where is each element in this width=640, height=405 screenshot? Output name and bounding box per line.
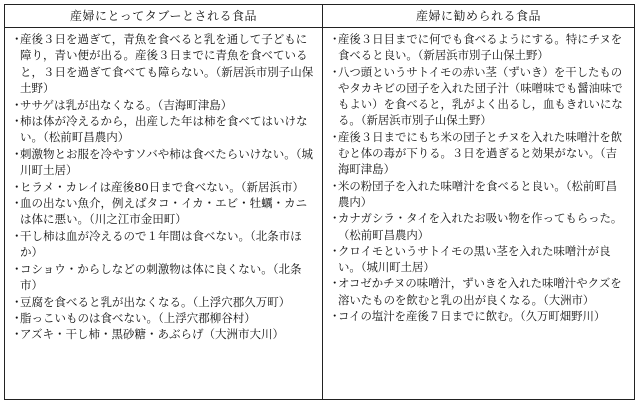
item-text: 産後３日目までに何でも食べるようにする。特にチヌを食べると良い。（新居浜市別子山保土野）: [338, 32, 623, 63]
list-item: [11, 310, 316, 326]
list-item: [11, 326, 316, 342]
bullet: ・: [329, 309, 341, 324]
taboo-foods-list: [5, 28, 322, 343]
food-table: [4, 4, 635, 400]
list-item: [11, 195, 316, 228]
list-item: [11, 31, 316, 97]
list-item: [11, 294, 316, 310]
bullet: ・: [329, 129, 341, 144]
list-item: [329, 129, 628, 178]
bullet: ・: [11, 97, 23, 112]
list-item: [11, 97, 316, 113]
list-item: [329, 178, 628, 211]
bullet: ・: [329, 178, 341, 193]
item-text: 産後３日を過ぎて，青魚を食べると乳を通して子どもに障り，青い便が出る。産後３日までに青魚を食べていると，３日を過ぎて食べても障らない。（新居浜市別子山保土野）: [20, 32, 314, 96]
list-item: [11, 179, 316, 195]
taboo-foods-column: [5, 5, 323, 399]
item-text: 干し柿は血が冷えるので１年間は食べない。（北条市ほか）: [20, 228, 302, 260]
bullet: ・: [329, 211, 341, 226]
item-text: 豆腐を食べると乳が出なくなる。（上浮穴郡久万町）: [20, 294, 291, 309]
bullet: ・: [11, 310, 23, 325]
item-text: 脂っこいものは食べない。（上浮穴郡柳谷村）: [20, 310, 256, 325]
recommended-foods-column: [323, 5, 634, 399]
item-text: コイの塩汁を産後７日までに飲む。（久万町畑野川）: [338, 309, 606, 324]
list-item: [11, 228, 316, 261]
bullet: ・: [11, 261, 23, 276]
list-item: [329, 31, 628, 64]
item-text: ササゲは乳が出なくなる。（吉海町津島）: [20, 97, 233, 112]
item-text: コショウ・からしなどの刺激物は体に良くない。（北条市）: [20, 261, 302, 293]
item-text: クロイモというサトイモの黒い茎を入れた味噌汁が良い。（城川町土居）: [338, 243, 611, 275]
bullet: ・: [11, 32, 23, 46]
list-item: [11, 113, 316, 146]
item-text: アズキ・干し柿・黒砂糖・あぶらげ（大洲市大川）: [20, 327, 285, 342]
item-text: ヒラメ・カレイは産後80日まで食べない。（新居浜市）: [20, 179, 304, 194]
bullet: ・: [11, 146, 23, 161]
recommended-foods-header: 産婦に勧められる食品: [323, 5, 634, 28]
list-item: [11, 146, 316, 179]
bullet: ・: [329, 276, 341, 291]
item-text: 米の粉団子を入れた味噌汁を食べると良い。（松前町昌農内）: [338, 178, 618, 209]
recommended-foods-list: [323, 28, 634, 324]
list-item: [329, 308, 628, 324]
item-text: 八つ頭というサトイモの赤い茎（ずいき）を干したものやタカキビの団子を入れた団子汁（味噌味でも醤油味でもよい）を食べると，乳がよく出るし，血もきれいになる。（新居浜市別子山保土野）: [338, 64, 623, 128]
item-text: 血の出ない魚介，例えばタコ・イカ・エビ・牡蠣・カニは体に悪い。（川之江市金田町）: [20, 196, 308, 227]
item-text: 産後３日までにもち米の団子とチヌを入れた味噌汁を飲むと体の毒が下りる。３日を過ぎると効果がない。（吉海町津島）: [338, 129, 623, 177]
taboo-foods-header: 産婦にとってタブーとされる食品: [5, 5, 322, 28]
list-item: [329, 210, 628, 243]
bullet: ・: [11, 294, 23, 309]
item-text: 刺激物とお服を冷やすソバや柿は食べたらいけない。（城川町土居）: [20, 146, 314, 178]
item-text: カナガシラ・タイを入れたお吸い物を作ってもらった。（松前町昌農内）: [338, 211, 623, 242]
list-item: [329, 275, 628, 308]
item-text: オコゼかチヌの味噌汁，ずいきを入れた味噌汁やクズを溶いたものを飲むと乳の出が良くなる。（大洲市）: [338, 276, 622, 307]
bullet: ・: [329, 64, 341, 79]
list-item: [329, 64, 628, 129]
bullet: ・: [329, 32, 341, 46]
bullet: ・: [11, 179, 23, 194]
item-text: 柿は体が冷えるから，出産した年は柿を食べてはいけない。（松前町昌農内）: [20, 114, 308, 145]
bullet: ・: [11, 114, 23, 129]
list-item: [11, 261, 316, 294]
bullet: ・: [11, 228, 23, 243]
list-item: [329, 243, 628, 276]
bullet: ・: [11, 196, 23, 211]
bullet: ・: [329, 243, 341, 258]
bullet: ・: [11, 327, 23, 342]
